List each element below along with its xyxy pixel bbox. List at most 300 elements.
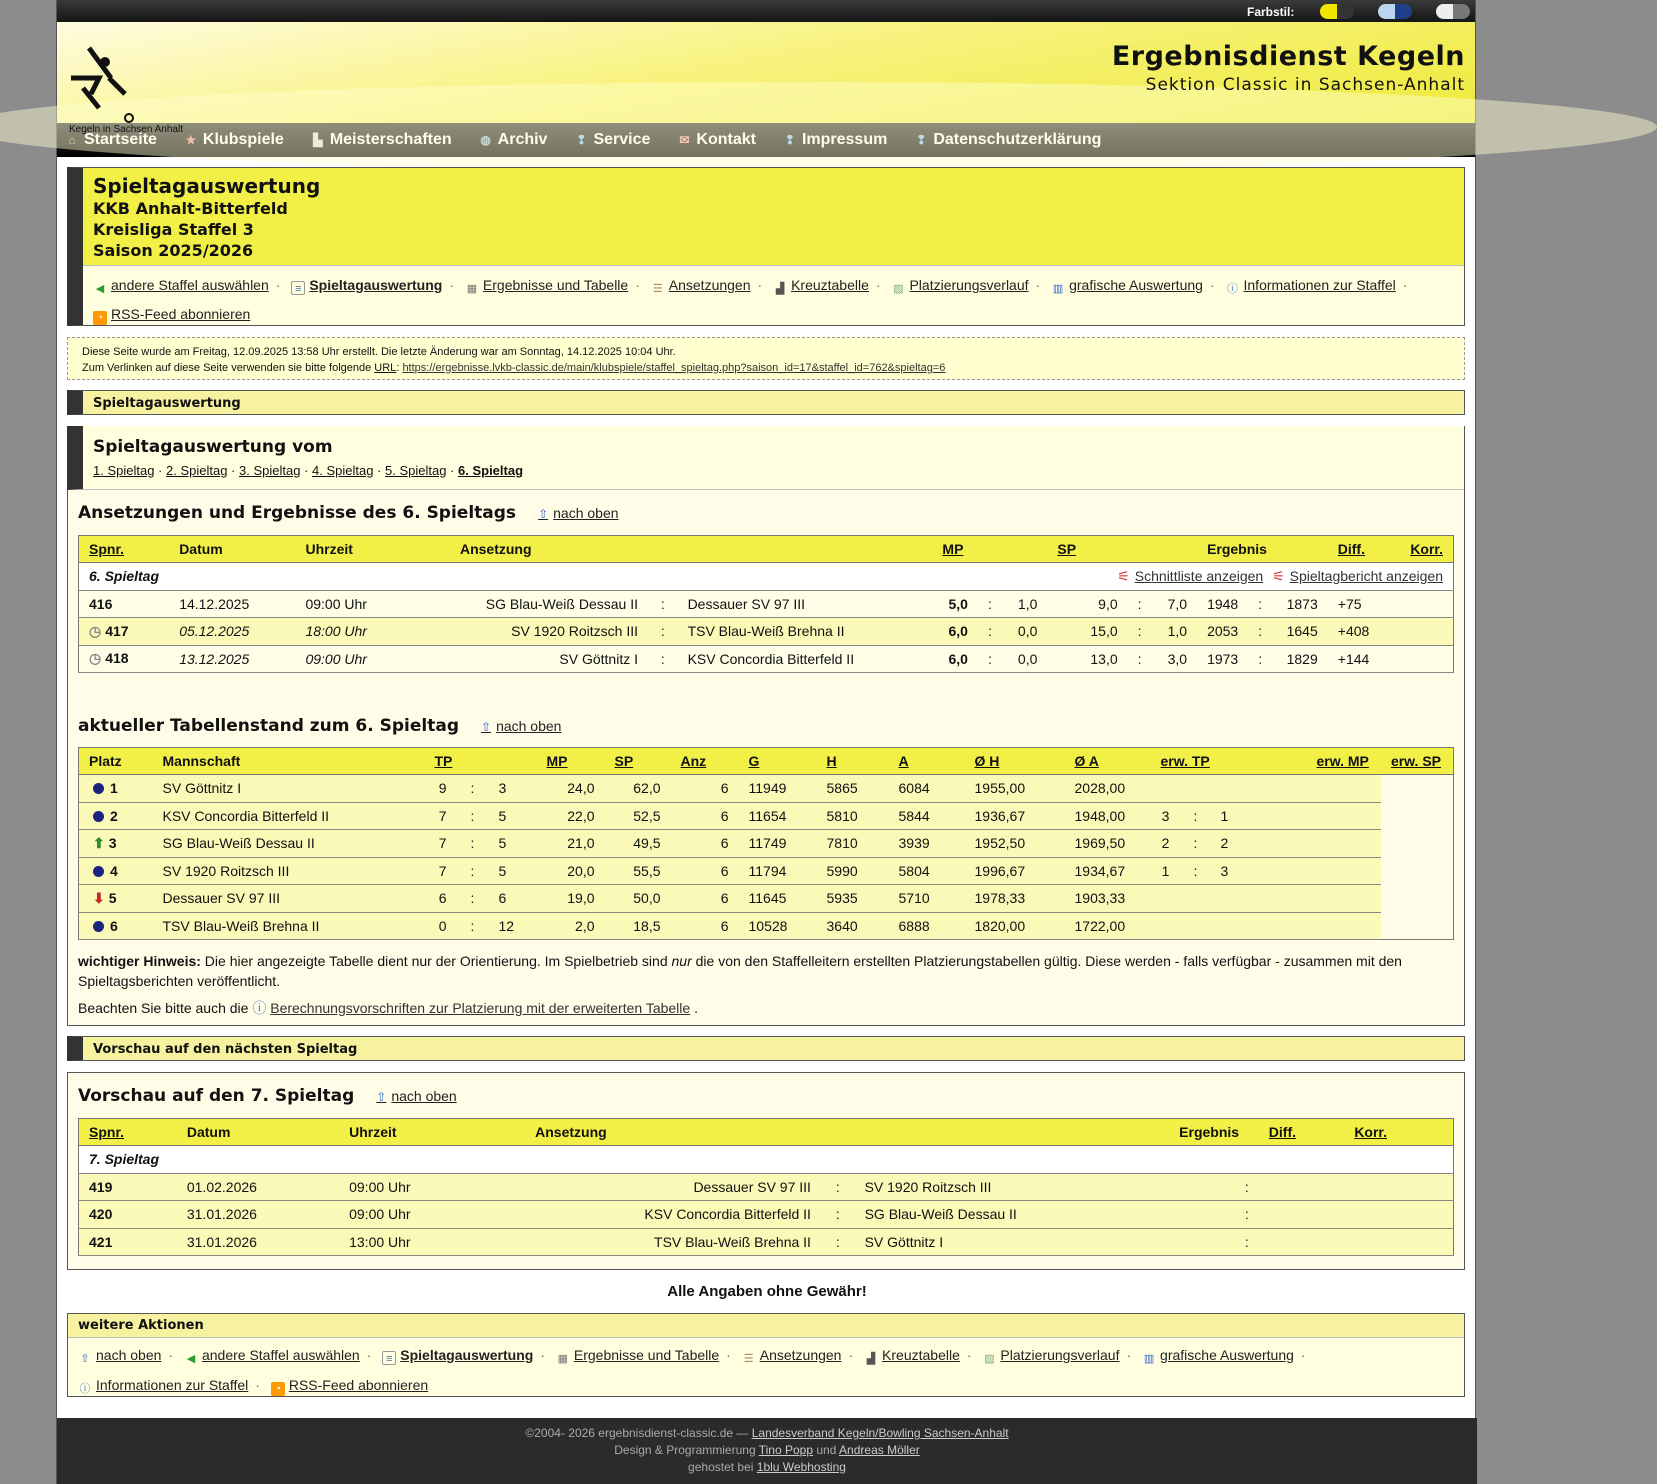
- cell-erw-tp-minus: 2: [1211, 830, 1307, 858]
- star-icon: ★: [185, 133, 197, 147]
- standings-heading: [78, 716, 561, 736]
- preview-row: 421 31.01.2026 13:00 Uhr TSV Blau-Weiß Brehna II : SV Göttnitz I :: [79, 1228, 1454, 1256]
- cell-erw-tp-plus: [1151, 912, 1181, 940]
- cell-home: SV 1920 Roitzsch III: [450, 618, 648, 646]
- link-informationen[interactable]: Informationen zur Staffel: [1243, 277, 1396, 293]
- col-h[interactable]: H: [817, 748, 889, 775]
- cell-away: SV Göttnitz I: [855, 1228, 1170, 1256]
- preview-heading: [78, 1086, 457, 1106]
- cell-sp: 18,5: [605, 912, 671, 940]
- cell-sp-away: 3,0: [1152, 645, 1198, 673]
- home-icon: ⌂: [68, 133, 76, 147]
- cell-home: Dessauer SV 97 III: [525, 1173, 821, 1201]
- footer-author-2-link[interactable]: Andreas Möller: [839, 1443, 920, 1457]
- cell-tp-minus: 5: [489, 857, 537, 885]
- spieltag-link-2[interactable]: 2. Spieltag: [166, 463, 228, 478]
- cell-a: 6888: [889, 912, 965, 940]
- standings-row: ⬇ 5 Dessauer SV 97 III 6 : 6 19,0 50,0 6 11645 5935 5710 1978,33 1903,33: [79, 885, 1454, 913]
- cell-result-home: 1973: [1197, 645, 1248, 673]
- cell-time: 09:00 Uhr: [295, 590, 450, 618]
- cell-erw-tp-plus: 1: [1151, 857, 1181, 885]
- cell-anz: 6: [671, 912, 739, 940]
- bowler-logo-icon: [69, 48, 149, 126]
- cell-sp-away: 1,0: [1152, 618, 1198, 646]
- results-heading-text: Ansetzungen und Ergebnisse des 6. Spieltags: [78, 503, 517, 523]
- preview-box: [67, 1072, 1465, 1270]
- col-oa[interactable]: Ø A: [1065, 748, 1151, 775]
- site-title: Ergebnisdienst Kegeln: [1111, 41, 1465, 72]
- cell-team[interactable]: SV Göttnitz I: [153, 775, 425, 803]
- note-emphasis: nur: [671, 953, 692, 969]
- bar-chart-icon: ▥: [1052, 283, 1064, 295]
- style-bar: [57, 0, 1475, 22]
- cell-anz: 6: [671, 830, 739, 858]
- preview-heading-text: Vorschau auf den 7. Spieltag: [78, 1086, 355, 1106]
- col-mp[interactable]: MP: [932, 536, 1047, 563]
- chart-icon: ▨: [893, 283, 904, 295]
- link-other-staffel[interactable]: andere Staffel auswählen: [111, 277, 269, 293]
- cell-team[interactable]: SV 1920 Roitzsch III: [153, 857, 425, 885]
- standings-row: 2 KSV Concordia Bitterfeld II 7 : 5 22,0 52,5 6 11654 5810 5844 1936,67 1948,00 3 : 1: [79, 802, 1454, 830]
- cell-team[interactable]: KSV Concordia Bitterfeld II: [153, 802, 425, 830]
- auswertung-heading: Spieltagauswertung vom: [93, 437, 333, 457]
- cell-erw-tp-plus: 3: [1151, 802, 1181, 830]
- col-sp[interactable]: SP: [605, 748, 671, 775]
- cell-sp: 55,5: [605, 857, 671, 885]
- cell-h: 5865: [817, 775, 889, 803]
- action-grafische-auswertung[interactable]: grafische Auswertung: [1160, 1347, 1294, 1363]
- spnr-value: 416: [89, 595, 113, 612]
- col-erw-mp[interactable]: erw. MP: [1307, 748, 1381, 775]
- footer: [57, 1418, 1477, 1484]
- platz-value: 4: [110, 862, 118, 879]
- site-subtitle: Sektion Classic in Sachsen-Anhalt: [1145, 75, 1465, 95]
- page-url-link[interactable]: https://ergebnisse.lvkb-classic.de/main/klubspiele/staffel_spieltag.php?saison_id=17&staffel_id=762&spieltag=6: [402, 362, 946, 374]
- cell-erw-tp-minus: 3: [1211, 857, 1307, 885]
- col-spnr[interactable]: Spnr.: [79, 536, 170, 563]
- unchanged-dot-icon: [93, 811, 104, 822]
- archive-icon: ◍: [480, 133, 491, 147]
- cell-mp-home: 6,0: [932, 618, 978, 646]
- note-bold: wichtiger Hinweis:: [78, 953, 201, 969]
- cell-mp: 21,0: [537, 830, 605, 858]
- to-top-link[interactable]: [481, 718, 561, 734]
- copyright: ©2004- 2026 ergebnisdienst-classic.de —: [525, 1426, 752, 1440]
- crosstable-icon: ▟: [775, 283, 785, 295]
- group-label: 6. Spieltag: [79, 563, 933, 591]
- to-top-link[interactable]: [376, 1088, 456, 1104]
- cell-erw-tp-minus: [1211, 775, 1307, 803]
- cell-tp-plus: 9: [425, 775, 457, 803]
- standings-row: ⬆ 3 SG Blau-Weiß Dessau II 7 : 5 21,0 49,5 6 11749 7810 3939 1952,50 1969,50 2 : 2: [79, 830, 1454, 858]
- preview-row: 419 01.02.2026 09:00 Uhr Dessauer SV 97 III : SV 1920 Roitzsch III :: [79, 1173, 1454, 1201]
- schnittliste-link[interactable]: Schnittliste anzeigen: [1134, 567, 1264, 584]
- info-icon: ❢: [784, 133, 795, 147]
- cell-mp: 20,0: [537, 857, 605, 885]
- cell-tp-plus: 0: [425, 912, 457, 940]
- cell-g: 10528: [739, 912, 817, 940]
- header: [57, 22, 1475, 135]
- cell-spnr: 419: [79, 1173, 177, 1201]
- cell-tp-minus: 12: [489, 912, 537, 940]
- cell-erw-tp-minus: [1211, 885, 1307, 913]
- nav-label: Klubspiele: [202, 131, 284, 148]
- col-spnr[interactable]: Spnr.: [79, 1119, 177, 1146]
- nav-label: Kontakt: [696, 131, 756, 148]
- clock-icon: ◷: [89, 650, 102, 667]
- cell-mp-away: 0,0: [1002, 645, 1048, 673]
- cell-a: 3939: [889, 830, 965, 858]
- unchanged-dot-icon: [93, 921, 104, 932]
- cell-platz: [79, 830, 153, 858]
- disclaimer: Alle Angaben ohne Gewähr!: [667, 1283, 867, 1300]
- cell-date: 05.12.2025: [169, 618, 295, 646]
- cell-mp: 19,0: [537, 885, 605, 913]
- info-url-abbr: URL: [374, 362, 397, 374]
- style-grey-toggle[interactable]: [1436, 4, 1470, 19]
- result-row: 416 14.12.2025 09:00 Uhr SG Blau-Weiß Dessau II : Dessauer SV 97 III 5,0 : 1,0 9,0 : 7,0 1948 : 1873 +75: [79, 590, 1454, 618]
- cell-h: 3640: [817, 912, 889, 940]
- cell-team[interactable]: TSV Blau-Weiß Brehna II: [153, 912, 425, 940]
- cell-oh: 1955,00: [965, 775, 1065, 803]
- cell-oa: 2028,00: [1065, 775, 1151, 803]
- link-rss[interactable]: RSS-Feed abonnieren: [111, 306, 251, 322]
- footer-author-1-link[interactable]: Tino Popp: [758, 1443, 814, 1457]
- cell-g: 11749: [739, 830, 817, 858]
- table-icon: ▦: [466, 283, 478, 295]
- spieltag-link-6[interactable]: 6. Spieltag: [458, 463, 524, 478]
- spieltag-link-1[interactable]: 1. Spieltag: [93, 463, 155, 478]
- cell-tp-plus: 7: [425, 830, 457, 858]
- link-kreuztabelle[interactable]: Kreuztabelle: [791, 277, 869, 293]
- col-tp[interactable]: TP: [425, 748, 537, 775]
- note-text: Beachten Sie bitte auch die: [78, 1000, 253, 1016]
- col-anz[interactable]: Anz: [671, 748, 739, 775]
- action-ergebnisse[interactable]: Ergebnisse und Tabelle: [573, 1347, 720, 1363]
- col-a[interactable]: A: [889, 748, 965, 775]
- nav-label: Archiv: [497, 131, 548, 148]
- to-top-link[interactable]: [538, 505, 618, 521]
- arrow-left-icon: ◀: [186, 1353, 196, 1365]
- cell-time: 09:00 Uhr: [339, 1201, 525, 1229]
- cell-anz: 6: [671, 775, 739, 803]
- col-ergebnis: Ergebnis: [1169, 1119, 1259, 1146]
- footer-host-link[interactable]: 1blu Webhosting: [756, 1460, 846, 1474]
- spnr-value: 418: [105, 650, 129, 667]
- cell-result-away: 1645: [1272, 618, 1328, 646]
- cell-home: TSV Blau-Weiß Brehna II: [525, 1228, 821, 1256]
- cell-home: KSV Concordia Bitterfeld II: [525, 1201, 821, 1229]
- podium-icon: ▙: [313, 133, 323, 147]
- col-diff[interactable]: Diff.: [1328, 536, 1401, 563]
- link-spieltagauswertung[interactable]: Spieltagauswertung: [309, 277, 443, 293]
- nav-label: Service: [593, 131, 651, 148]
- cell-a: 6084: [889, 775, 965, 803]
- cell-sp: 52,5: [605, 802, 671, 830]
- cell-diff: +408: [1328, 618, 1401, 646]
- cell-oa: 1722,00: [1065, 912, 1151, 940]
- action-other-staffel[interactable]: andere Staffel auswählen: [201, 1347, 360, 1363]
- standings-table: [78, 747, 1454, 940]
- arrow-up-icon: ⇧: [538, 507, 549, 521]
- note-text: Die hier angezeigte Tabelle dient nur der Orientierung. Im Spielbetrieb sind: [200, 953, 672, 969]
- cell-mp: 2,0: [537, 912, 605, 940]
- group-label: 7. Spieltag: [79, 1146, 1454, 1174]
- col-korr[interactable]: Korr.: [1344, 1119, 1433, 1146]
- platz-value: 2: [110, 807, 118, 824]
- cell-result-home: 2053: [1197, 618, 1248, 646]
- col-ergebnis: Ergebnis: [1197, 536, 1328, 563]
- nav-label: Impressum: [801, 131, 888, 148]
- spieltag-link-4[interactable]: 4. Spieltag: [312, 463, 374, 478]
- action-ansetzungen[interactable]: Ansetzungen: [759, 1347, 842, 1363]
- to-top-label: nach oben: [391, 1088, 457, 1104]
- cell-team[interactable]: Dessauer SV 97 III: [153, 885, 425, 913]
- info-colon: :: [396, 362, 400, 374]
- col-datum: Datum: [169, 536, 295, 563]
- cell-time: 18:00 Uhr: [295, 618, 450, 646]
- col-diff[interactable]: Diff.: [1259, 1119, 1345, 1146]
- calc-rules-link[interactable]: Berechnungsvorschriften zur Platzierung mit der erweiterten Tabelle: [270, 1000, 691, 1016]
- col-korr[interactable]: Korr.: [1400, 536, 1453, 563]
- platz-value: 6: [110, 917, 118, 934]
- document-icon: ≡: [382, 1351, 396, 1365]
- col-mp[interactable]: MP: [537, 748, 605, 775]
- cell-tp-plus: 7: [425, 802, 457, 830]
- cell-tp-minus: 6: [489, 885, 537, 913]
- cell-g: 11794: [739, 857, 817, 885]
- arrow-up-icon: ⇧: [376, 1090, 387, 1104]
- cell-g: 11654: [739, 802, 817, 830]
- cell-date: 31.01.2026: [177, 1201, 339, 1229]
- site-logo[interactable]: [69, 48, 199, 135]
- action-informationen[interactable]: Informationen zur Staffel: [96, 1377, 249, 1393]
- footer-hosted: gehostet bei: [688, 1460, 757, 1474]
- document-icon: ≡: [291, 281, 305, 295]
- cell-tp-plus: 7: [425, 857, 457, 885]
- cell-spnr: [79, 590, 170, 618]
- cell-tp-minus: 5: [489, 830, 537, 858]
- unchanged-dot-icon: [93, 783, 104, 794]
- cell-oa: 1903,33: [1065, 885, 1151, 913]
- crosstable-icon: ▟: [866, 1353, 876, 1365]
- important-note: [78, 951, 1454, 991]
- col-erw-sp[interactable]: erw. SP: [1381, 748, 1454, 775]
- cell-platz: [79, 885, 153, 913]
- cell-mp-away: 1,0: [1002, 590, 1048, 618]
- schedule-icon: ☰: [743, 1353, 754, 1365]
- cell-oh: 1952,50: [965, 830, 1065, 858]
- cell-mp: 24,0: [537, 775, 605, 803]
- cell-h: 5990: [817, 857, 889, 885]
- cell-sp: 50,0: [605, 885, 671, 913]
- mail-icon: ✉: [679, 133, 690, 147]
- arrow-up-icon: ⇧: [481, 720, 492, 734]
- cell-away: SG Blau-Weiß Dessau II: [855, 1201, 1170, 1229]
- cell-diff: +144: [1328, 645, 1401, 673]
- clock-icon: ◷: [89, 622, 102, 639]
- footer-design: Design & Programmierung: [614, 1443, 759, 1457]
- cell-sp: 62,0: [605, 775, 671, 803]
- footer-and: und: [813, 1443, 840, 1457]
- col-erw-tp[interactable]: erw. TP: [1151, 748, 1307, 775]
- action-spieltagauswertung[interactable]: Spieltagauswertung: [400, 1347, 534, 1363]
- page-league: Kreisliga Staffel 3: [93, 220, 254, 239]
- cell-team[interactable]: SG Blau-Weiß Dessau II: [153, 830, 425, 858]
- spieltag-link-3[interactable]: 3. Spieltag: [239, 463, 301, 478]
- cell-oh: 1820,00: [965, 912, 1065, 940]
- col-oh[interactable]: Ø H: [965, 748, 1065, 775]
- spieltagbericht-link[interactable]: Spieltagbericht anzeigen: [1289, 567, 1443, 584]
- footer-verband-link[interactable]: Landesverband Kegeln/Bowling Sachsen-Anhalt: [751, 1426, 1009, 1440]
- cell-oa: 1969,50: [1065, 830, 1151, 858]
- logo-caption: Kegeln in Sachsen Anhalt: [69, 124, 183, 135]
- info-icon: ⓘ: [1227, 283, 1238, 295]
- cell-platz: [79, 775, 153, 803]
- pdf-icon: ⚟: [1272, 567, 1285, 584]
- farbstil-label: Farbstil:: [1247, 5, 1295, 19]
- result-row: ◷ 417 05.12.2025 18:00 Uhr SV 1920 Roitzsch III : TSV Blau-Weiß Brehna II 6,0 : 0,0 15,0 : 1,0 2053 : 1645 +408: [79, 618, 1454, 646]
- page-title: Spieltagauswertung: [93, 174, 321, 198]
- cell-a: 5710: [889, 885, 965, 913]
- cell-spnr: 420: [79, 1201, 177, 1229]
- cell-result-away: 1829: [1272, 645, 1328, 673]
- cell-oh: 1996,67: [965, 857, 1065, 885]
- cell-date: 31.01.2026: [177, 1228, 339, 1256]
- cell-sp-home: 9,0: [1080, 590, 1127, 618]
- cell-erw-tp-plus: 2: [1151, 830, 1181, 858]
- spnr-value: 417: [105, 622, 129, 639]
- cell-spnr: 421: [79, 1228, 177, 1256]
- cell-mp-away: 0,0: [1002, 618, 1048, 646]
- action-nach-oben[interactable]: nach oben: [96, 1347, 162, 1363]
- calc-rules-note: [78, 998, 1454, 1018]
- results-heading: [78, 503, 619, 523]
- nav-label: Startseite: [84, 131, 157, 148]
- cell-oa: 1948,00: [1065, 802, 1151, 830]
- cell-tp-minus: 5: [489, 802, 537, 830]
- cell-erw-tp-minus: 1: [1211, 802, 1307, 830]
- col-sp[interactable]: SP: [1047, 536, 1197, 563]
- cell-tp-plus: 6: [425, 885, 457, 913]
- platz-value: 5: [108, 889, 117, 906]
- page-district: KKB Anhalt-Bitterfeld: [93, 199, 288, 218]
- cell-erw-tp-plus: [1151, 775, 1181, 803]
- preview-table: [78, 1118, 1454, 1256]
- cell-date: 14.12.2025: [169, 590, 295, 618]
- cell-home: SG Blau-Weiß Dessau II: [450, 590, 648, 618]
- actions-links: ⇧ nach oben · ◀ andere Staffel auswählen · ≡ Spieltagauswertung · ▦ Ergebnisse und Tabelle · ☰ Ansetzungen · ▟ Kreuztabelle · ▨ Platzierungsverlauf · ▥ grafische Auswertung · ⓘ Informationen zur Staffel · ◔ RSS-Feed abonnieren: [79, 1347, 1306, 1395]
- report-links: [932, 563, 1453, 591]
- action-kreuztabelle[interactable]: Kreuztabelle: [882, 1347, 960, 1363]
- col-ansetzung: Ansetzung: [525, 1119, 1169, 1146]
- cell-oa: 1934,67: [1065, 857, 1151, 885]
- link-platzierungsverlauf[interactable]: Platzierungsverlauf: [909, 277, 1029, 293]
- cell-a: 5804: [889, 857, 965, 885]
- unchanged-dot-icon: [93, 866, 104, 877]
- arrow-left-icon: ◀: [95, 283, 105, 295]
- cell-diff: +75: [1328, 590, 1401, 618]
- action-platzierungsverlauf[interactable]: Platzierungsverlauf: [1000, 1347, 1120, 1363]
- cell-mp-home: 6,0: [932, 645, 978, 673]
- spieltag-box: [67, 426, 1465, 1026]
- cell-home: SV Göttnitz I: [450, 645, 648, 673]
- page-season: Saison 2025/2026: [93, 241, 254, 260]
- cell-sp-away: 7,0: [1152, 590, 1198, 618]
- results-table: [78, 535, 1454, 673]
- standings-row: 1 SV Göttnitz I 9 : 3 24,0 62,0 6 11949 5865 6084 1955,00 2028,00: [79, 775, 1454, 803]
- standings-heading-text: aktueller Tabellenstand zum 6. Spieltag: [78, 716, 459, 736]
- arrow-down-red-icon: ⬇: [93, 889, 105, 906]
- schedule-icon: ☰: [652, 283, 663, 295]
- nav-label: Datenschutzerklärung: [933, 131, 1102, 148]
- cell-result-home: 1948: [1197, 590, 1248, 618]
- action-rss[interactable]: RSS-Feed abonnieren: [288, 1377, 429, 1393]
- result-row: ◷ 418 13.12.2025 09:00 Uhr SV Göttnitz I : KSV Concordia Bitterfeld II 6,0 : 0,0 13,0 : 3,0 1973 : 1829 +144: [79, 645, 1454, 673]
- chart-icon: ▨: [984, 1353, 995, 1365]
- cell-g: 11949: [739, 775, 817, 803]
- section-header-vorschau: Vorschau auf den nächsten Spieltag: [67, 1036, 1465, 1061]
- cell-away: KSV Concordia Bitterfeld II: [678, 645, 933, 673]
- cell-date: 13.12.2025: [169, 645, 295, 673]
- cell-mp: 22,0: [537, 802, 605, 830]
- col-datum: Datum: [177, 1119, 339, 1146]
- cell-away: TSV Blau-Weiß Brehna II: [678, 618, 933, 646]
- cell-time: 09:00 Uhr: [339, 1173, 525, 1201]
- bar-chart-icon: ▥: [1143, 1353, 1155, 1365]
- page-title-box: [67, 167, 1465, 326]
- page: [56, 0, 1476, 1484]
- spieltag-link-5[interactable]: 5. Spieltag: [385, 463, 447, 478]
- link-grafische-auswertung[interactable]: grafische Auswertung: [1069, 277, 1203, 293]
- to-top-label: nach oben: [553, 505, 619, 521]
- cell-sp-home: 15,0: [1080, 618, 1127, 646]
- cell-h: 5810: [817, 802, 889, 830]
- nav-label: Meisterschaften: [329, 131, 452, 148]
- col-g[interactable]: G: [739, 748, 817, 775]
- cell-platz: [79, 912, 153, 940]
- cell-anz: 6: [671, 802, 739, 830]
- cell-platz: [79, 857, 153, 885]
- cell-time: 13:00 Uhr: [339, 1228, 525, 1256]
- cell-platz: [79, 802, 153, 830]
- link-ergebnisse[interactable]: Ergebnisse und Tabelle: [482, 277, 629, 293]
- actions-heading: weitere Aktionen: [68, 1314, 1464, 1338]
- cell-oh: 1978,33: [965, 885, 1065, 913]
- style-blue-toggle[interactable]: [1378, 4, 1412, 19]
- standings-row: 4 SV 1920 Roitzsch III 7 : 5 20,0 55,5 6 11794 5990 5804 1996,67 1934,67 1 : 3: [79, 857, 1454, 885]
- link-ansetzungen[interactable]: Ansetzungen: [668, 277, 751, 293]
- cell-away: Dessauer SV 97 III: [678, 590, 933, 618]
- cell-sp-home: 13,0: [1080, 645, 1127, 673]
- style-yellow-toggle[interactable]: [1320, 4, 1354, 19]
- cell-oh: 1936,67: [965, 802, 1065, 830]
- cell-a: 5844: [889, 802, 965, 830]
- platz-value: 1: [110, 780, 118, 797]
- rss-icon: ◔: [93, 311, 107, 325]
- info-icon: ❢: [916, 133, 927, 147]
- cell-result-away: 1873: [1272, 590, 1328, 618]
- info-created: Diese Seite wurde am Freitag, 12.09.2025 13:58 Uhr erstellt. Die letzte Änderung war am Sonntag, 14.12.2025 10:04 Uhr.: [82, 346, 676, 358]
- info-icon: ❢: [576, 133, 587, 147]
- col-mannschaft: Mannschaft: [153, 748, 425, 775]
- col-uhrzeit: Uhrzeit: [295, 536, 450, 563]
- cell-erw-tp-plus: [1151, 885, 1181, 913]
- info-link-label: Zum Verlinken auf diese Seite verwenden sie bitte folgende: [82, 362, 375, 374]
- cell-anz: 6: [671, 857, 739, 885]
- arrow-up-icon: ⇧: [80, 1353, 90, 1365]
- note-text: .: [690, 1000, 698, 1016]
